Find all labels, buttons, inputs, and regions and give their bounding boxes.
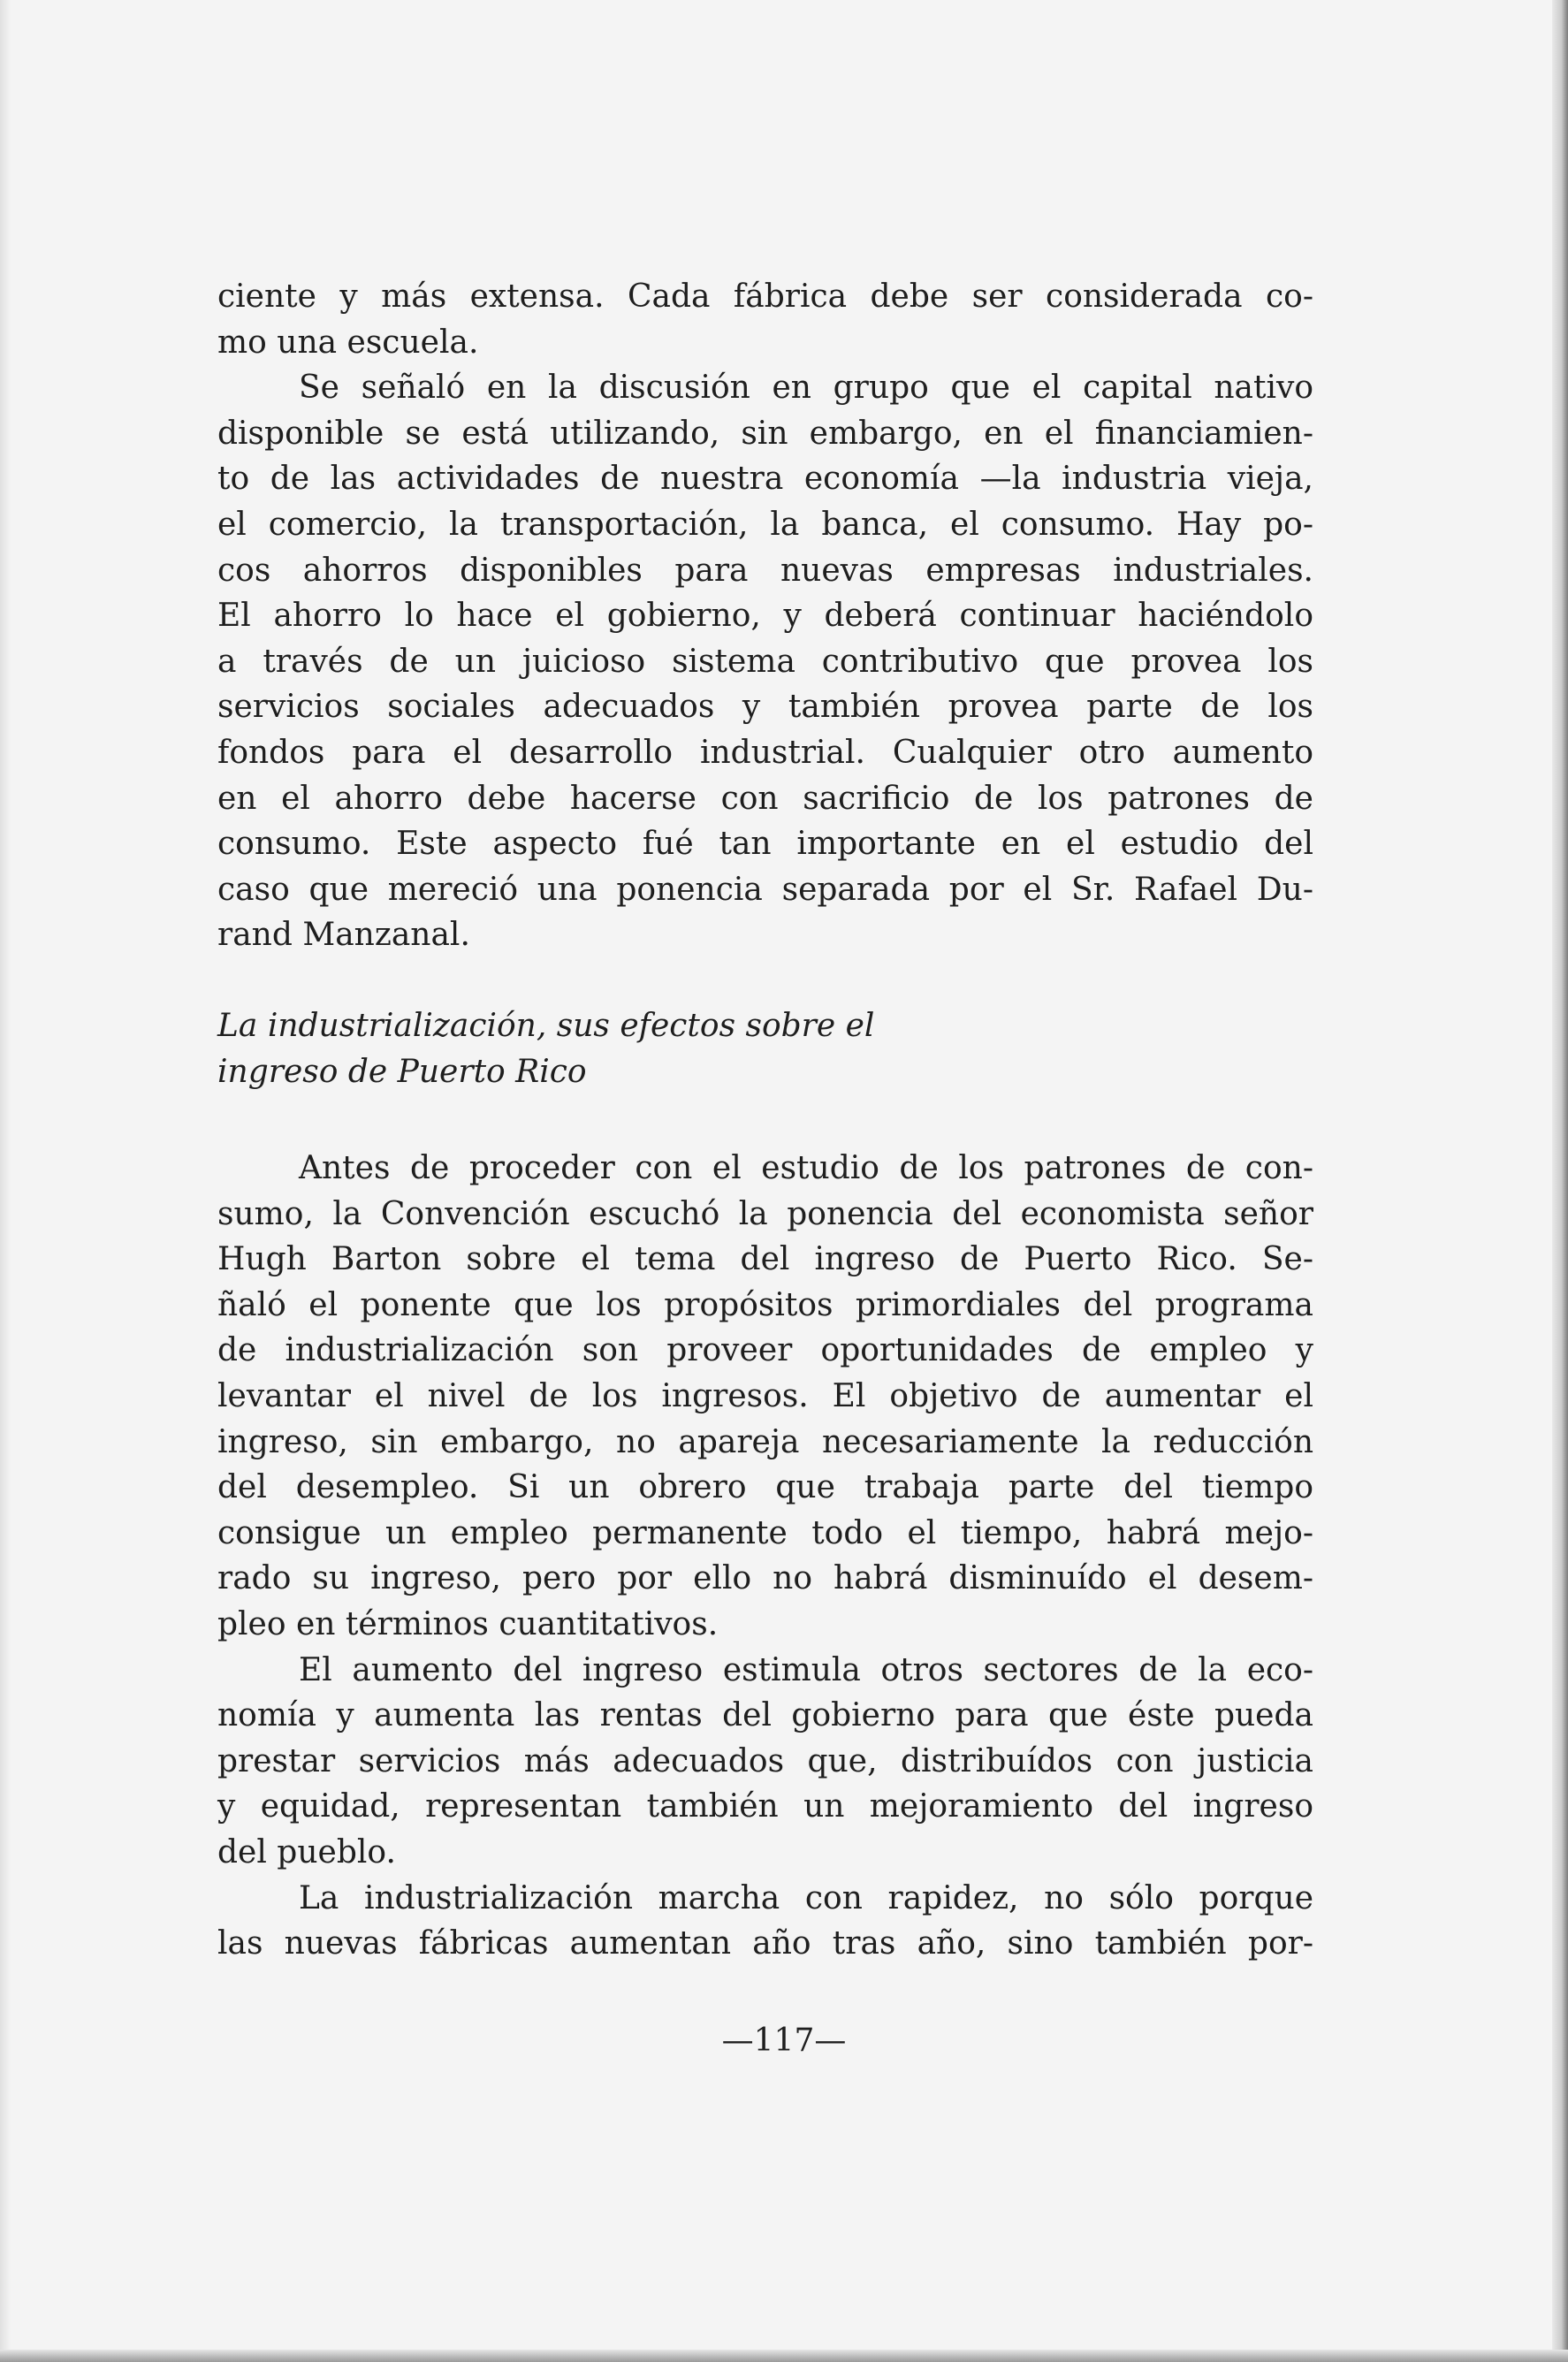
spacer [217,1094,1313,1146]
text-line: consumo. Este aspecto fué tan importante en el estudio del [217,826,1313,863]
text-line: fondos para el desarrollo industrial. Cualquier otro aumento [217,734,1313,771]
text-line: el comercio, la transportación, la banca, el consumo. Hay po- [217,506,1313,543]
section-heading [217,1003,1313,1094]
text-line: ñaló el ponente que los propósitos primordiales del programa [217,1286,1313,1323]
paragraph-3 [217,1146,1313,1648]
text-line: las nuevas fábricas aumentan año tras año, sino también por- [217,1925,1313,1962]
text-line: to de las actividades de nuestra economía —la industria vieja, [217,461,1313,498]
text-line: ingreso, sin embargo, no apareja necesariamente la reducción [217,1423,1313,1460]
page-number: —117— [721,2023,847,2059]
text-line: del desempleo. Si un obrero que trabaja parte del tiempo [217,1469,1313,1506]
scan-edge-right [1552,0,1568,2362]
text-line: Antes de proceder con el estudio de los patrones de con- [299,1150,1313,1187]
scan-edge-bottom [0,2350,1568,2362]
text-line: en el ahorro debe hacerse con sacrificio de los patrones de [217,780,1313,817]
text-line: de industrialización son proveer oportunidades de empleo y [217,1332,1313,1369]
paragraph-4 [217,1648,1313,1876]
text-line: del pueblo. [217,1834,396,1871]
paragraph-1 [217,274,1313,365]
text-line: La industrialización marcha con rapidez, no sólo porque [299,1879,1313,1916]
text-line: mo una escuela. [217,324,479,361]
text-line: ciente y más extensa. Cada fábrica debe ser considerada co- [217,278,1313,315]
text-line: levantar el nivel de los ingresos. El objetivo de aumentar el [217,1378,1313,1415]
text-line: rand Manzanal. [217,917,470,954]
paragraph-2 [217,365,1313,958]
text-line: Hugh Barton sobre el tema del ingreso de Puerto Rico. Se- [217,1241,1313,1278]
heading-line: La industrialización, sus efectos sobre el [217,1007,875,1044]
text-line: disponible se está utilizando, sin embargo, en el financiamien- [217,415,1313,452]
text-line: servicios sociales adecuados y también provea parte de los [217,689,1313,726]
text-line: y equidad, representan también un mejoramiento del ingreso [217,1788,1313,1825]
heading-line: ingreso de Puerto Rico [217,1053,587,1090]
text-line: cos ahorros disponibles para nuevas empresas industriales. [217,552,1313,589]
text-line: El ahorro lo hace el gobierno, y deberá continuar haciéndolo [217,598,1313,635]
scan-edge-left [0,0,11,2362]
text-line: nomía y aumenta las rentas del gobierno para que éste pueda [217,1697,1313,1734]
text-line: caso que mereció una ponencia separada por el Sr. Rafael Du- [217,871,1313,908]
text-line: consigue un empleo permanente todo el tiempo, habrá mejo- [217,1514,1313,1551]
page-body [217,274,1313,1967]
text-line: a través de un juicioso sistema contributivo que provea los [217,643,1313,680]
text-line: El aumento del ingreso estimula otros sectores de la eco- [299,1651,1313,1688]
text-line: Se señaló en la discusión en grupo que el capital nativo [299,370,1313,407]
text-line: prestar servicios más adecuados que, distribuídos con justicia [217,1742,1313,1779]
text-line: sumo, la Convención escuchó la ponencia del economista señor [217,1195,1313,1232]
text-line: pleo en términos cuantitativos. [217,1606,719,1643]
text-line: rado su ingreso, pero por ello no habrá disminuído el desem- [217,1560,1313,1597]
paragraph-5 [217,1876,1313,1967]
